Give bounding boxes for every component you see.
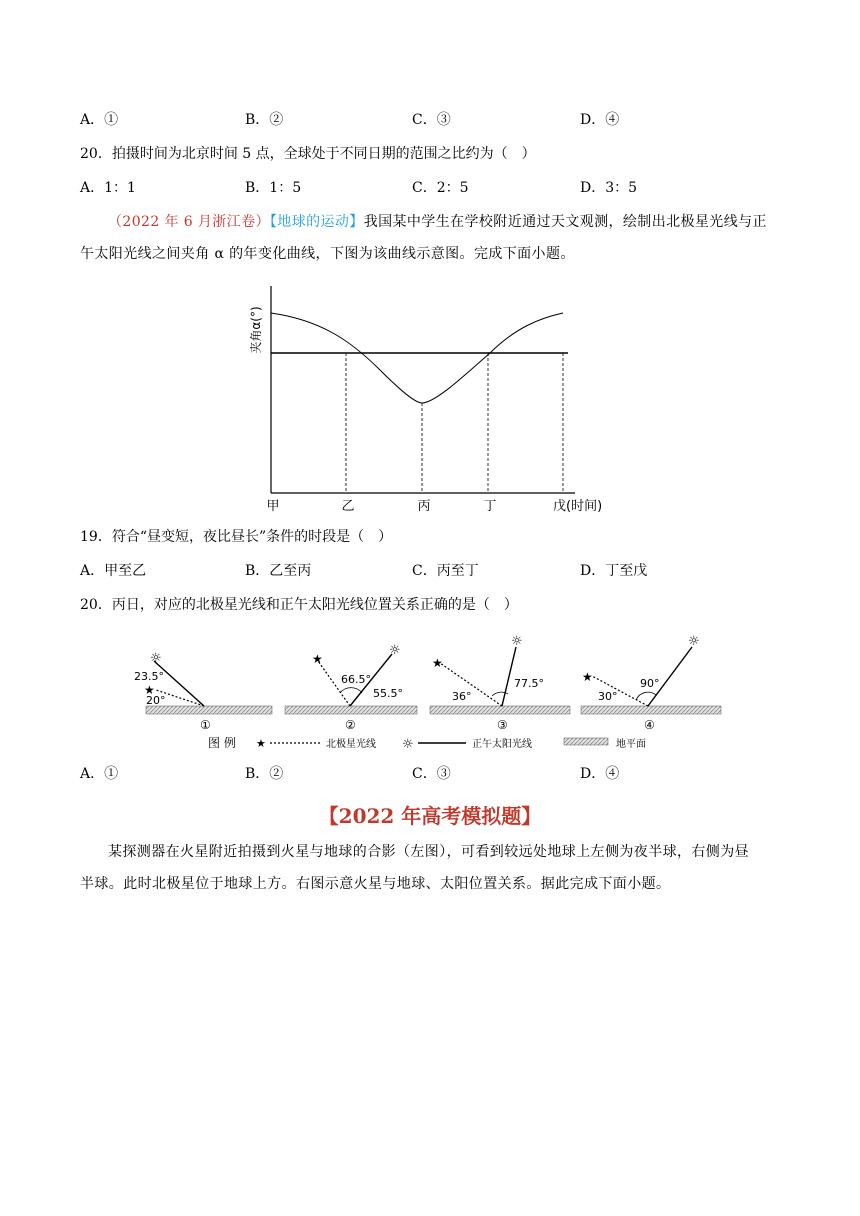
option-b: B．② <box>245 766 284 782</box>
x-label-ding: 丁 <box>483 499 497 514</box>
option-c: C．2：5 <box>412 180 469 196</box>
sun-icon: ☼ <box>150 651 162 666</box>
sun-icon: ☼ <box>511 634 523 649</box>
angle-curve <box>271 313 563 403</box>
ground-surface <box>581 706 721 714</box>
option-d: D．④ <box>580 112 620 128</box>
star-icon: ★ <box>256 737 266 750</box>
angle-label: 66.5° <box>341 673 371 686</box>
option-d: D．3：5 <box>580 180 638 196</box>
question-20-text: 20．拍摄时间为北京时间 5 点，全球处于不同日期的范围之比约为（ ） <box>80 146 536 162</box>
angle-label: 30° <box>598 690 618 703</box>
ground-surface <box>146 706 272 714</box>
ground-surface <box>430 706 570 714</box>
x-label-jia: 甲 <box>266 499 280 514</box>
option-a: A．① <box>80 766 119 782</box>
exam-source: （2022 年 6 月浙江卷） <box>108 214 270 230</box>
diagram-3 <box>430 634 570 732</box>
option-a: A．1：1 <box>80 180 136 196</box>
star-icon: ★ <box>582 670 593 684</box>
diagram-number-3: ③ <box>497 718 508 732</box>
option-d: D．丁至戊 <box>580 563 648 579</box>
option-b: B．1：5 <box>245 180 302 196</box>
angle-label: 20° <box>146 694 166 707</box>
question-19-text: 19．符合“昼变短，夜比昼长”条件的时段是（ ） <box>80 529 393 545</box>
x-label-wu-time: 戊(时间) <box>553 499 603 514</box>
angle-label: 36° <box>452 690 472 703</box>
sun-icon: ☼ <box>402 737 414 752</box>
star-icon: ★ <box>312 652 323 666</box>
angle-label: 23.5° <box>134 670 164 683</box>
angle-label: 90° <box>640 677 660 690</box>
diagram-4 <box>581 634 721 732</box>
x-label-yi: 乙 <box>341 499 355 514</box>
diagram-number-4: ④ <box>644 718 655 732</box>
option-a: A．① <box>80 112 119 128</box>
x-label-bing: 丙 <box>417 499 431 514</box>
intro-text-1: 我国某中学生在学校附近通过天文观测，绘制出北极星光线与正 <box>363 214 767 230</box>
final-line-2: 半球。此时北极星位于地球上方。右图示意火星与地球、太阳位置关系。据此完成下面小题。 <box>80 876 671 892</box>
legend-ground: 地平面 <box>616 739 646 750</box>
intro-paragraph <box>80 206 800 270</box>
star-icon: ★ <box>432 656 443 670</box>
angle-arc <box>492 692 508 696</box>
sun-icon: ☼ <box>688 634 700 649</box>
option-b: B．乙至丙 <box>245 563 312 579</box>
diagram-legend <box>208 735 646 752</box>
option-a: A．甲至乙 <box>80 563 147 579</box>
angle-label: 55.5° <box>373 687 403 700</box>
option-c: C．③ <box>412 112 451 128</box>
final-paragraph <box>80 836 800 900</box>
option-c: C．③ <box>412 766 451 782</box>
option-d: D．④ <box>580 766 620 782</box>
section-heading: 【2022 年高考模拟题】 <box>318 804 542 828</box>
legend-title: 图 例 <box>208 736 236 750</box>
diagram-number-2: ② <box>345 718 356 732</box>
diagram-2 <box>285 643 417 732</box>
legend-sun: 正午太阳光线 <box>472 739 532 750</box>
diagram-1 <box>134 651 272 732</box>
angle-label: 77.5° <box>514 677 544 690</box>
legend-polaris: 北极星光线 <box>326 739 376 750</box>
intro-text-2: 午太阳光线之间夹角 α 的年变化曲线，下图为该曲线示意图。完成下面小题。 <box>80 246 575 262</box>
angle-curve-graph <box>240 280 620 520</box>
topic-tag: 【地球的运动】 <box>269 214 364 230</box>
diagram-number-1: ① <box>200 718 211 732</box>
angle-diagrams <box>130 625 730 755</box>
ground-surface <box>285 706 417 714</box>
option-b: B．② <box>245 112 284 128</box>
option-c: C．丙至丁 <box>412 563 479 579</box>
sun-icon: ☼ <box>389 643 401 658</box>
angle-arc <box>340 688 362 693</box>
ground-sample <box>564 738 608 745</box>
star-icon: ★ <box>144 683 155 697</box>
question-20-text: 20．丙日，对应的北极星光线和正午太阳光线位置关系正确的是（ ） <box>80 597 518 613</box>
y-axis-label: 夹角α(°) <box>249 306 263 354</box>
final-line-1: 某探测器在火星附近拍摄到火星与地球的合影（左图），可看到较远处地球上左侧为夜半球，右侧为昼 <box>108 844 749 860</box>
